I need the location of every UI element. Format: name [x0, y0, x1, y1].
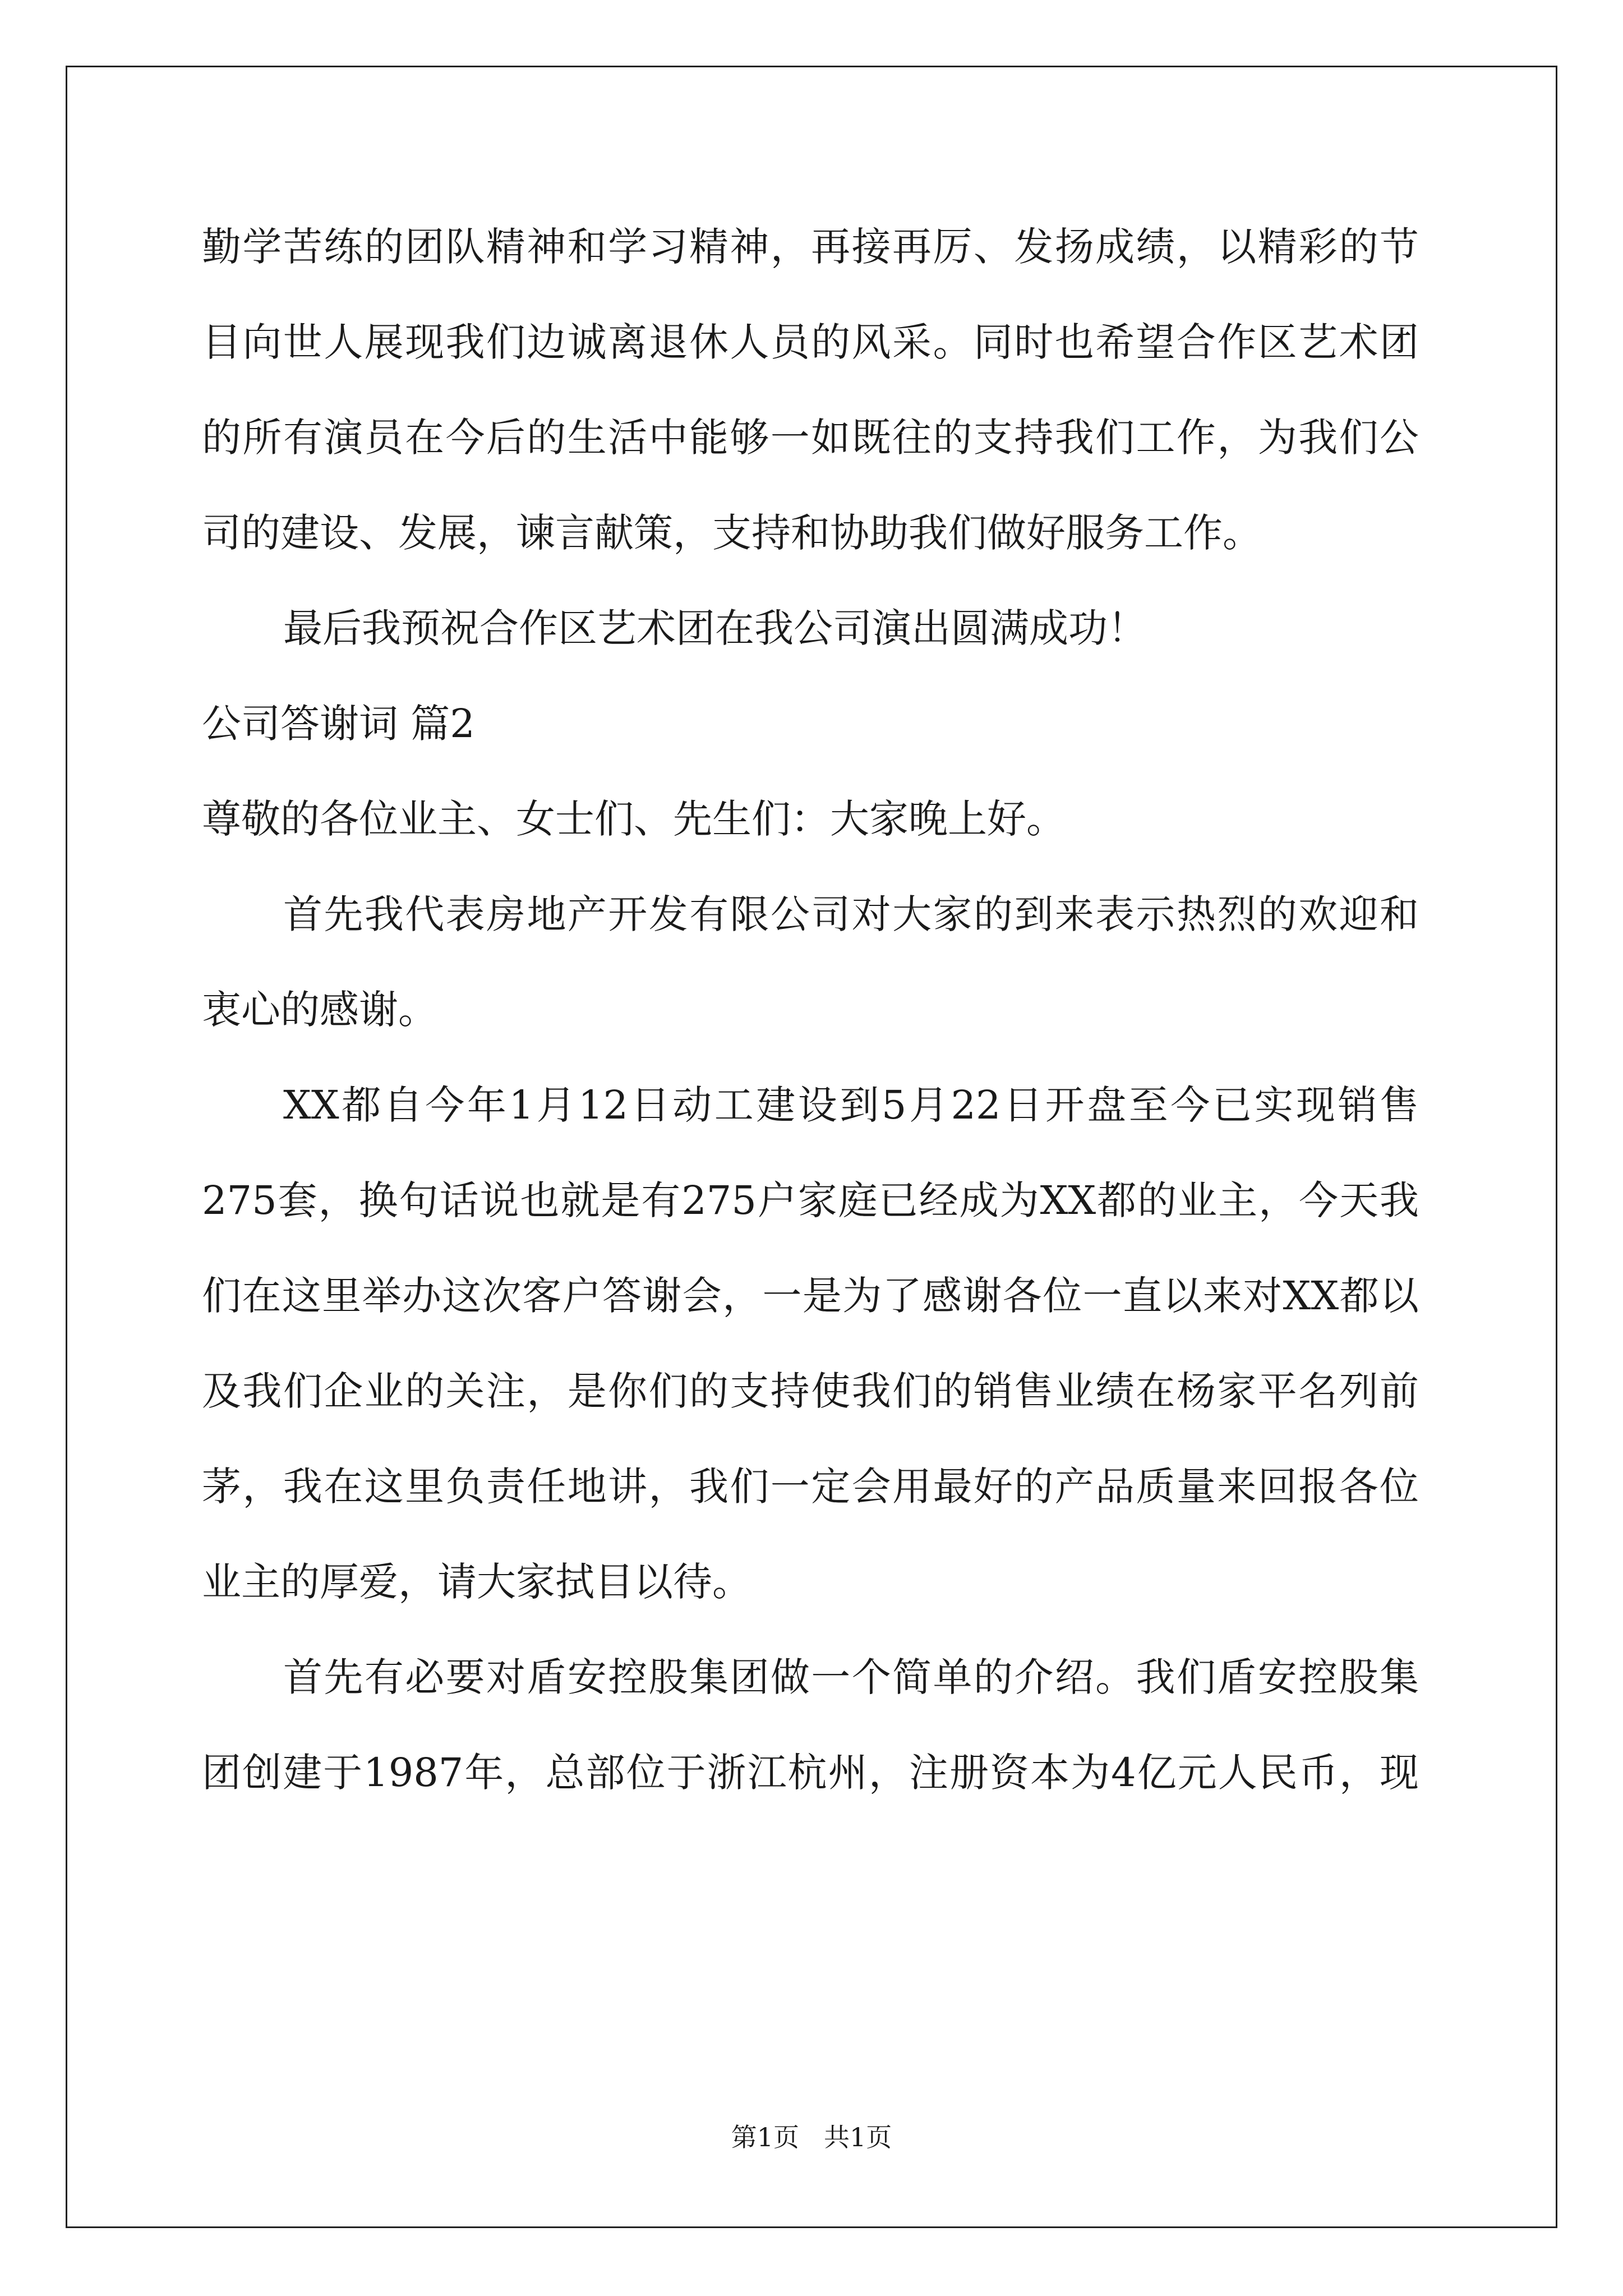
body-line-13: 及我们企业的关注，是你们的支持使我们的销售业绩在杨家平名列前	[202, 1368, 1419, 1414]
body-line-12: 们在这里举办这次客户答谢会，一是为了感谢各位一直以来对XX都以	[202, 1273, 1419, 1319]
page-number-total: 共1页	[823, 2122, 892, 2152]
body-line-5: 最后我预祝合作区艺术团在我公司演出圆满成功！	[283, 605, 1147, 651]
body-line-2: 目向世人展现我们边诚离退休人员的风采。同时也希望合作区艺术团	[202, 319, 1419, 365]
page-footer	[0, 2120, 1623, 2154]
body-line-11: 275套，换句话说也就是有275户家庭已经成为XX都的业主，今天我	[202, 1177, 1419, 1223]
body-line-14: 茅，我在这里负责任地讲，我们一定会用最好的产品质量来回报各位	[202, 1464, 1419, 1510]
section-heading: 公司答谢词 篇2	[202, 701, 475, 747]
body-line-15: 业主的厚爱，请大家拭目以待。	[202, 1559, 751, 1605]
salutation-line: 尊敬的各位业主、女士们、先生们：大家晚上好。	[202, 796, 1066, 842]
body-line-3: 的所有演员在今后的生活中能够一如既往的支持我们工作，为我们公	[202, 415, 1419, 461]
body-line-1: 勤学苦练的团队精神和学习精神，再接再厉、发扬成绩，以精彩的节	[202, 224, 1419, 270]
body-line-9: 衷心的感谢。	[202, 987, 437, 1033]
body-line-17: 团创建于1987年，总部位于浙江杭州，注册资本为4亿元人民币，现	[202, 1750, 1419, 1796]
body-line-16: 首先有必要对盾安控股集团做一个简单的介绍。我们盾安控股集	[283, 1654, 1419, 1700]
body-line-10: XX都自今年1月12日动工建设到5月22日开盘至今已实现销售	[283, 1082, 1419, 1128]
body-line-8: 首先我代表房地产开发有限公司对大家的到来表示热烈的欢迎和	[283, 891, 1419, 937]
page-border	[66, 66, 1557, 2228]
body-line-4: 司的建设、发展，谏言献策，支持和协助我们做好服务工作。	[202, 510, 1262, 556]
page-number-current: 第1页	[731, 2122, 800, 2152]
